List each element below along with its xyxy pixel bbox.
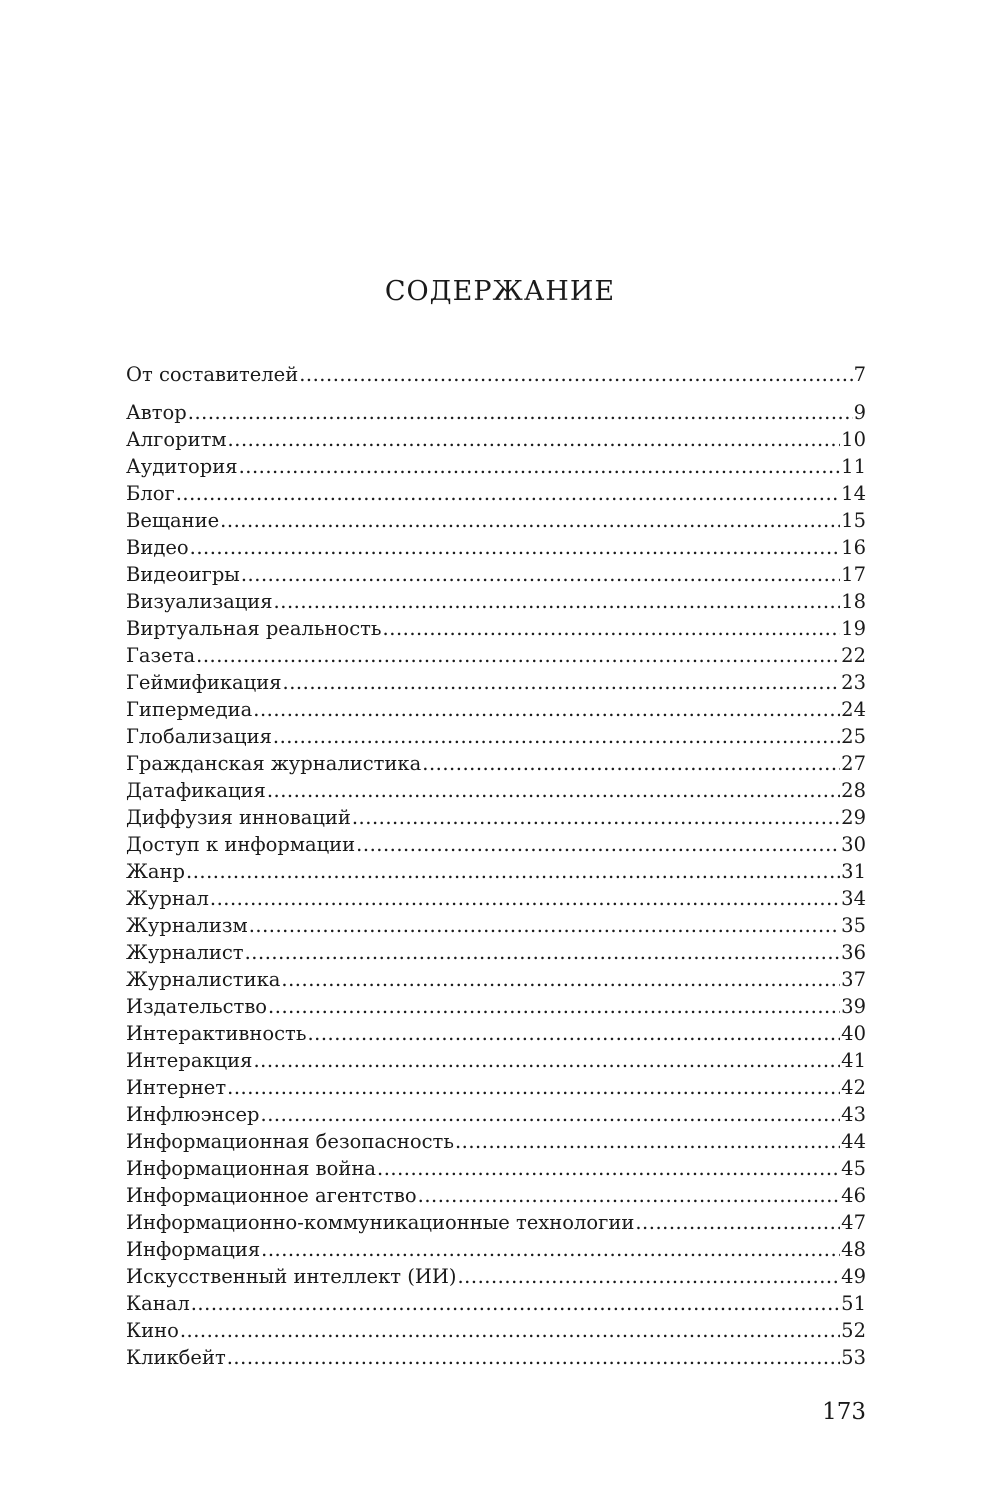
toc-entry-label: Жанр: [126, 860, 186, 883]
toc-entry: [126, 507, 866, 534]
toc-entry: [126, 750, 866, 777]
toc-entry-page: 11: [841, 455, 866, 478]
toc-entry-label: Информация: [126, 1238, 261, 1261]
toc-dot-leader: [422, 750, 840, 777]
toc-dot-leader: [191, 1290, 840, 1317]
toc-entry-page: 35: [841, 914, 866, 937]
toc-dot-leader: [267, 777, 840, 804]
toc-dot-leader: [180, 1317, 840, 1344]
toc-entry-label: Информационная война: [126, 1157, 377, 1180]
toc-entry-label: Кино: [126, 1319, 179, 1342]
toc-entry-page: 34: [841, 887, 866, 910]
toc-entry-label: Информационное агентство: [126, 1184, 417, 1207]
toc-entry-page: 23: [841, 671, 866, 694]
toc-dot-leader: [196, 642, 840, 669]
toc-entry-label: Искусственный интеллект (ИИ): [126, 1265, 457, 1288]
toc-entry-label: Аудитория: [126, 455, 238, 478]
toc-entry-page: 16: [841, 536, 866, 559]
toc-entry: [126, 858, 866, 885]
toc-entry-label: Издательство: [126, 995, 268, 1018]
toc-dot-leader: [352, 804, 840, 831]
toc-dot-leader: [249, 912, 840, 939]
toc-entry-label: Датафикация: [126, 779, 266, 802]
toc-entry-page: 43: [841, 1103, 866, 1126]
toc-entry-label: Визуализация: [126, 590, 273, 613]
toc-dot-leader: [383, 615, 841, 642]
toc-entry-label: Видео: [126, 536, 189, 559]
toc-dot-leader: [455, 1128, 840, 1155]
toc-dot-leader: [635, 1209, 840, 1236]
toc-entry-label: Канал: [126, 1292, 190, 1315]
toc-entry: [126, 669, 866, 696]
toc-entry-page: 27: [841, 752, 866, 775]
toc-entry: [126, 831, 866, 858]
toc-entry-label: Журналист: [126, 941, 244, 964]
toc-entry: [126, 1128, 866, 1155]
toc-entry-page: 25: [841, 725, 866, 748]
toc-dot-leader: [281, 966, 840, 993]
toc-dot-leader: [377, 1155, 840, 1182]
toc-entry: [126, 966, 866, 993]
toc-dot-leader: [227, 1344, 840, 1371]
toc-entry: [126, 480, 866, 507]
toc-entry-page: 18: [841, 590, 866, 613]
toc-dot-leader: [261, 1236, 840, 1263]
toc-entry-page: 37: [841, 968, 866, 991]
toc-entry: [126, 642, 866, 669]
toc-dot-leader: [268, 993, 840, 1020]
toc-dot-leader: [241, 561, 840, 588]
toc-entry-label: Интерактивность: [126, 1022, 307, 1045]
toc-entry: [126, 361, 866, 388]
toc-entry: [126, 1263, 866, 1290]
toc-dot-leader: [176, 480, 840, 507]
table-of-contents: [126, 361, 866, 1371]
toc-entry: [126, 885, 866, 912]
toc-entry: [126, 534, 866, 561]
toc-entry: [126, 561, 866, 588]
toc-entry-page: 9: [853, 401, 866, 424]
toc-entry: [126, 1209, 866, 1236]
toc-entry-page: 51: [841, 1292, 866, 1315]
toc-entry: [126, 1047, 866, 1074]
toc-dot-leader: [245, 939, 841, 966]
toc-entry-label: Глобализация: [126, 725, 272, 748]
toc-entry-label: Гражданская журналистика: [126, 752, 422, 775]
toc-entry-label: Интеракция: [126, 1049, 253, 1072]
toc-entry-page: 24: [841, 698, 866, 721]
toc-entry-label: Журналистика: [126, 968, 281, 991]
toc-entry: [126, 1236, 866, 1263]
toc-entry-label: Диффузия инноваций: [126, 806, 351, 829]
toc-dot-leader: [239, 453, 841, 480]
toc-entry-page: 48: [841, 1238, 866, 1261]
toc-entry-page: 10: [841, 428, 866, 451]
toc-entry-label: Журнализм: [126, 914, 248, 937]
toc-entry-page: 45: [841, 1157, 866, 1180]
toc-entry-page: 42: [841, 1076, 866, 1099]
toc-dot-leader: [188, 399, 853, 426]
toc-dot-leader: [228, 426, 841, 453]
toc-entry-label: От составителей: [126, 363, 299, 386]
toc-entry-page: 49: [841, 1265, 866, 1288]
toc-entry-label: Блог: [126, 482, 175, 505]
toc-entry: [126, 1074, 866, 1101]
toc-entry: [126, 1020, 866, 1047]
toc-dot-leader: [283, 669, 841, 696]
toc-entry-label: Журнал: [126, 887, 209, 910]
toc-dot-leader: [261, 1101, 841, 1128]
toc-entry-page: 15: [841, 509, 866, 532]
toc-entry-page: 44: [841, 1130, 866, 1153]
toc-entry-label: Интернет: [126, 1076, 227, 1099]
toc-entry: [126, 588, 866, 615]
toc-entry-label: Виртуальная реальность: [126, 617, 382, 640]
toc-entry-page: 41: [841, 1049, 866, 1072]
toc-entry-label: Кликбейт: [126, 1346, 226, 1369]
toc-entry: [126, 1344, 866, 1371]
toc-entry-page: 28: [841, 779, 866, 802]
toc-entry-label: Газета: [126, 644, 196, 667]
page-title: СОДЕРЖАНИЕ: [384, 276, 616, 307]
toc-entry: [126, 723, 866, 750]
toc-entry: [126, 453, 866, 480]
toc-entry: [126, 615, 866, 642]
toc-dot-leader: [274, 588, 841, 615]
toc-entry-page: 17: [841, 563, 866, 586]
toc-entry-label: Информационная безопасность: [126, 1130, 454, 1153]
toc-dot-leader: [186, 858, 840, 885]
toc-entry-page: 31: [841, 860, 866, 883]
toc-dot-leader: [418, 1182, 841, 1209]
toc-entry: [126, 777, 866, 804]
toc-entry: [126, 804, 866, 831]
toc-entry-page: 36: [841, 941, 866, 964]
toc-entry-page: 39: [841, 995, 866, 1018]
toc-entry: [126, 1182, 866, 1209]
toc-entry-label: Гипермедиа: [126, 698, 253, 721]
toc-entry: [126, 696, 866, 723]
toc-entry: [126, 939, 866, 966]
toc-entry-label: Геймификация: [126, 671, 282, 694]
toc-entry: [126, 1317, 866, 1344]
toc-entry: [126, 1155, 866, 1182]
toc-dot-leader: [190, 534, 841, 561]
toc-dot-leader: [307, 1020, 840, 1047]
toc-entry-page: 53: [841, 1346, 866, 1369]
toc-dot-leader: [227, 1074, 840, 1101]
toc-dot-leader: [220, 507, 840, 534]
toc-entry-page: 46: [841, 1184, 866, 1207]
toc-dot-leader: [253, 1047, 840, 1074]
toc-entry: [126, 399, 866, 426]
toc-entry-label: Доступ к информации: [126, 833, 356, 856]
toc-entry: [126, 1101, 866, 1128]
toc-entry-page: 14: [841, 482, 866, 505]
toc-entry-label: Видеоигры: [126, 563, 240, 586]
toc-dot-leader: [253, 696, 840, 723]
toc-entry: [126, 426, 866, 453]
toc-entry-page: 29: [841, 806, 866, 829]
toc-entry-label: Автор: [126, 401, 187, 424]
toc-entry-page: 22: [841, 644, 866, 667]
toc-entry-page: 47: [841, 1211, 866, 1234]
toc-dot-leader: [273, 723, 840, 750]
toc-dot-leader: [457, 1263, 840, 1290]
toc-entry: [126, 993, 866, 1020]
page-number: 173: [822, 1399, 866, 1425]
toc-dot-leader: [299, 361, 852, 388]
toc-entry: [126, 1290, 866, 1317]
toc-entry-page: 7: [853, 363, 866, 386]
toc-entry-page: 30: [841, 833, 866, 856]
toc-entry-page: 40: [841, 1022, 866, 1045]
toc-entry-page: 19: [841, 617, 866, 640]
toc-entry-label: Инфлюэнсер: [126, 1103, 260, 1126]
toc-entry-label: Информационно-коммуникационные технологии: [126, 1211, 635, 1234]
toc-dot-leader: [356, 831, 840, 858]
toc-entry-label: Алгоритм: [126, 428, 227, 451]
toc-entry: [126, 912, 866, 939]
toc-dot-leader: [210, 885, 840, 912]
toc-entry-page: 52: [841, 1319, 866, 1342]
toc-entry-label: Вещание: [126, 509, 220, 532]
